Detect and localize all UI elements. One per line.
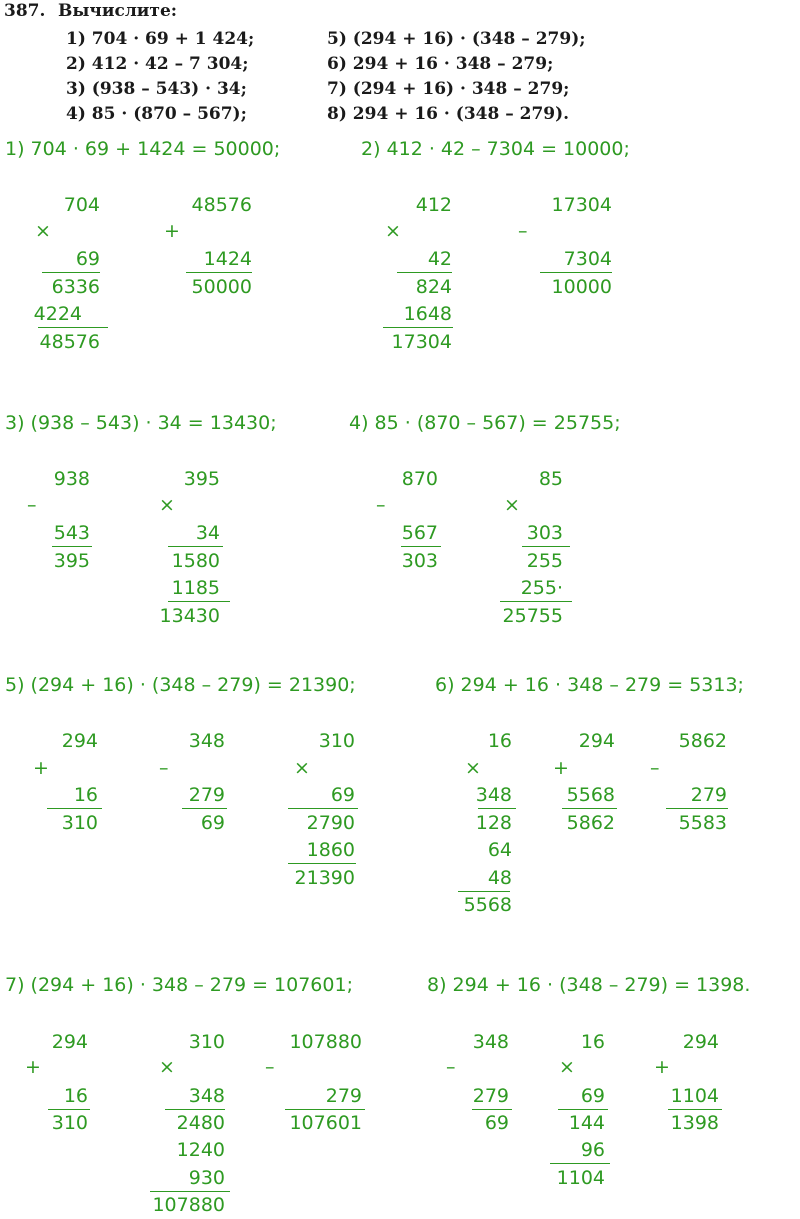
operation-sign: ×: [465, 757, 481, 779]
operation-sign: ×: [504, 494, 520, 516]
calc-underline: [397, 272, 452, 273]
calc-number: 107880: [152, 1194, 225, 1216]
calc-number: 1860: [306, 839, 355, 861]
calc-number: 310: [318, 730, 355, 752]
task-2: 2) 412 · 42 – 7 304;: [66, 54, 249, 74]
calc-number: 16: [73, 784, 98, 806]
calc-number: 5568: [566, 784, 615, 806]
calc-number: 2790: [306, 812, 355, 834]
calc-number: 21390: [294, 867, 355, 889]
task-7: 7) (294 + 16) · 348 – 279;: [327, 79, 570, 99]
calc-underline: [458, 891, 510, 892]
operation-sign: ×: [35, 220, 51, 242]
calc-number: 348: [188, 1085, 225, 1107]
calc-number: 294: [578, 730, 615, 752]
operation-sign: –: [650, 757, 660, 779]
calc-number: 294: [682, 1031, 719, 1053]
operation-sign: –: [159, 757, 169, 779]
problem-number: 387.: [4, 1, 46, 21]
calc-number: 1424: [203, 248, 252, 270]
calc-number: 255·: [520, 577, 563, 599]
calc-underline: [150, 1191, 230, 1192]
calc-underline: [285, 1109, 365, 1110]
task-6: 6) 294 + 16 · 348 – 279;: [327, 54, 554, 74]
calc-number: 294: [51, 1031, 88, 1053]
calc-number: 1240: [176, 1139, 225, 1161]
calc-number: 1104: [670, 1085, 719, 1107]
operation-sign: ×: [559, 1056, 575, 1078]
calc-number: 395: [53, 550, 90, 572]
calc-number: 7304: [563, 248, 612, 270]
calc-number: 1398: [670, 1112, 719, 1134]
solution-6: 6) 294 + 16 · 348 – 279 = 5313;: [435, 674, 744, 696]
calc-underline: [666, 808, 728, 809]
operation-sign: –: [446, 1056, 456, 1078]
task-1: 1) 704 · 69 + 1 424;: [66, 29, 255, 49]
calc-number: 279: [472, 1085, 509, 1107]
calc-underline: [182, 808, 227, 809]
calc-number: 704: [63, 194, 100, 216]
operation-sign: ×: [159, 1056, 175, 1078]
calc-number: 310: [188, 1031, 225, 1053]
calc-underline: [540, 272, 612, 273]
calc-number: 85: [538, 468, 563, 490]
calc-number: 17304: [391, 331, 452, 353]
calc-number: 69: [200, 812, 225, 834]
calc-number: 144: [568, 1112, 605, 1134]
calc-number: 279: [690, 784, 727, 806]
calc-number: 303: [526, 522, 563, 544]
calc-number: 1580: [171, 550, 220, 572]
calc-number: 48: [487, 867, 512, 889]
calc-number: 348: [188, 730, 225, 752]
calc-number: 348: [472, 1031, 509, 1053]
solution-1: 1) 704 · 69 + 1424 = 50000;: [5, 138, 281, 160]
calc-number: 69: [484, 1112, 509, 1134]
calc-number: 16: [63, 1085, 88, 1107]
calc-underline: [478, 808, 516, 809]
calc-number: 17304: [551, 194, 612, 216]
operation-sign: –: [376, 494, 386, 516]
calc-number: 2480: [176, 1112, 225, 1134]
calc-number: 824: [415, 276, 452, 298]
calc-number: 255: [526, 550, 563, 572]
calc-number: 930: [188, 1167, 225, 1189]
operation-sign: –: [265, 1056, 275, 1078]
operation-sign: +: [654, 1056, 670, 1078]
operation-sign: +: [33, 757, 49, 779]
calc-number: 42: [427, 248, 452, 270]
calc-number: 96: [580, 1139, 605, 1161]
calc-number: 5583: [678, 812, 727, 834]
calc-underline: [168, 546, 223, 547]
operation-sign: –: [27, 494, 37, 516]
calc-number: 294: [61, 730, 98, 752]
calc-underline: [550, 1163, 610, 1164]
task-4: 4) 85 · (870 – 567);: [66, 104, 247, 124]
calc-underline: [165, 1109, 225, 1110]
calc-number: 5862: [678, 730, 727, 752]
task-3: 3) (938 – 543) · 34;: [66, 79, 247, 99]
operation-sign: ×: [159, 494, 175, 516]
calc-number: 48576: [39, 331, 100, 353]
calc-underline: [668, 1109, 722, 1110]
calc-number: 64: [487, 839, 512, 861]
operation-sign: +: [164, 220, 180, 242]
calc-number: 107601: [289, 1112, 362, 1134]
problem-title: Вычислите:: [58, 1, 178, 21]
operation-sign: ×: [385, 220, 401, 242]
calc-underline: [186, 272, 252, 273]
calc-number: 34: [195, 522, 220, 544]
calc-underline: [558, 1109, 608, 1110]
operation-sign: +: [553, 757, 569, 779]
calc-underline: [383, 327, 453, 328]
calc-underline: [52, 546, 92, 547]
calc-number: 25755: [502, 605, 563, 627]
calc-number: 16: [487, 730, 512, 752]
solution-7: 7) (294 + 16) · 348 – 279 = 107601;: [5, 974, 353, 996]
solution-8: 8) 294 + 16 · (348 – 279) = 1398.: [427, 974, 751, 996]
calc-number: 107880: [289, 1031, 362, 1053]
calc-number: 10000: [551, 276, 612, 298]
calc-number: 567: [401, 522, 438, 544]
calc-underline: [47, 808, 102, 809]
calc-number: 69: [580, 1085, 605, 1107]
calc-number: 13430: [159, 605, 220, 627]
calc-underline: [288, 863, 356, 864]
calc-number: 303: [401, 550, 438, 572]
calc-underline: [38, 327, 108, 328]
calc-number: 48576: [191, 194, 252, 216]
operation-sign: ×: [294, 757, 310, 779]
solution-5: 5) (294 + 16) · (348 – 279) = 21390;: [5, 674, 356, 696]
calc-number: 310: [61, 812, 98, 834]
calc-number: 870: [401, 468, 438, 490]
calc-number: 938: [53, 468, 90, 490]
task-5: 5) (294 + 16) · (348 – 279);: [327, 29, 586, 49]
calc-underline: [401, 546, 441, 547]
solution-4: 4) 85 · (870 – 567) = 25755;: [349, 412, 621, 434]
calc-underline: [48, 1109, 90, 1110]
calc-number: 279: [188, 784, 225, 806]
calc-underline: [562, 808, 617, 809]
calc-number: 1185: [171, 577, 220, 599]
operation-sign: –: [518, 220, 528, 242]
calc-number: 1648: [403, 303, 452, 325]
calc-underline: [500, 601, 572, 602]
calc-number: 69: [330, 784, 355, 806]
calc-number: 310: [51, 1112, 88, 1134]
solution-2: 2) 412 · 42 – 7304 = 10000;: [361, 138, 630, 160]
calc-underline: [168, 601, 230, 602]
calc-number: 50000: [191, 276, 252, 298]
calc-underline: [42, 272, 100, 273]
calc-number: 5862: [566, 812, 615, 834]
calc-number: 6336: [51, 276, 100, 298]
calc-number: 16: [580, 1031, 605, 1053]
calc-underline: [522, 546, 570, 547]
calc-number: 348: [475, 784, 512, 806]
calc-number: 5568: [463, 894, 512, 916]
calc-underline: [288, 808, 358, 809]
calc-number: 279: [325, 1085, 362, 1107]
calc-number: 128: [475, 812, 512, 834]
calc-number: 4224: [33, 303, 82, 325]
calc-number: 412: [415, 194, 452, 216]
calc-number: 395: [183, 468, 220, 490]
calc-number: 543: [53, 522, 90, 544]
solution-3: 3) (938 – 543) · 34 = 13430;: [5, 412, 277, 434]
calc-underline: [472, 1109, 512, 1110]
calc-number: 1104: [556, 1167, 605, 1189]
task-8: 8) 294 + 16 · (348 – 279).: [327, 104, 570, 124]
calc-number: 69: [75, 248, 100, 270]
operation-sign: +: [25, 1056, 41, 1078]
